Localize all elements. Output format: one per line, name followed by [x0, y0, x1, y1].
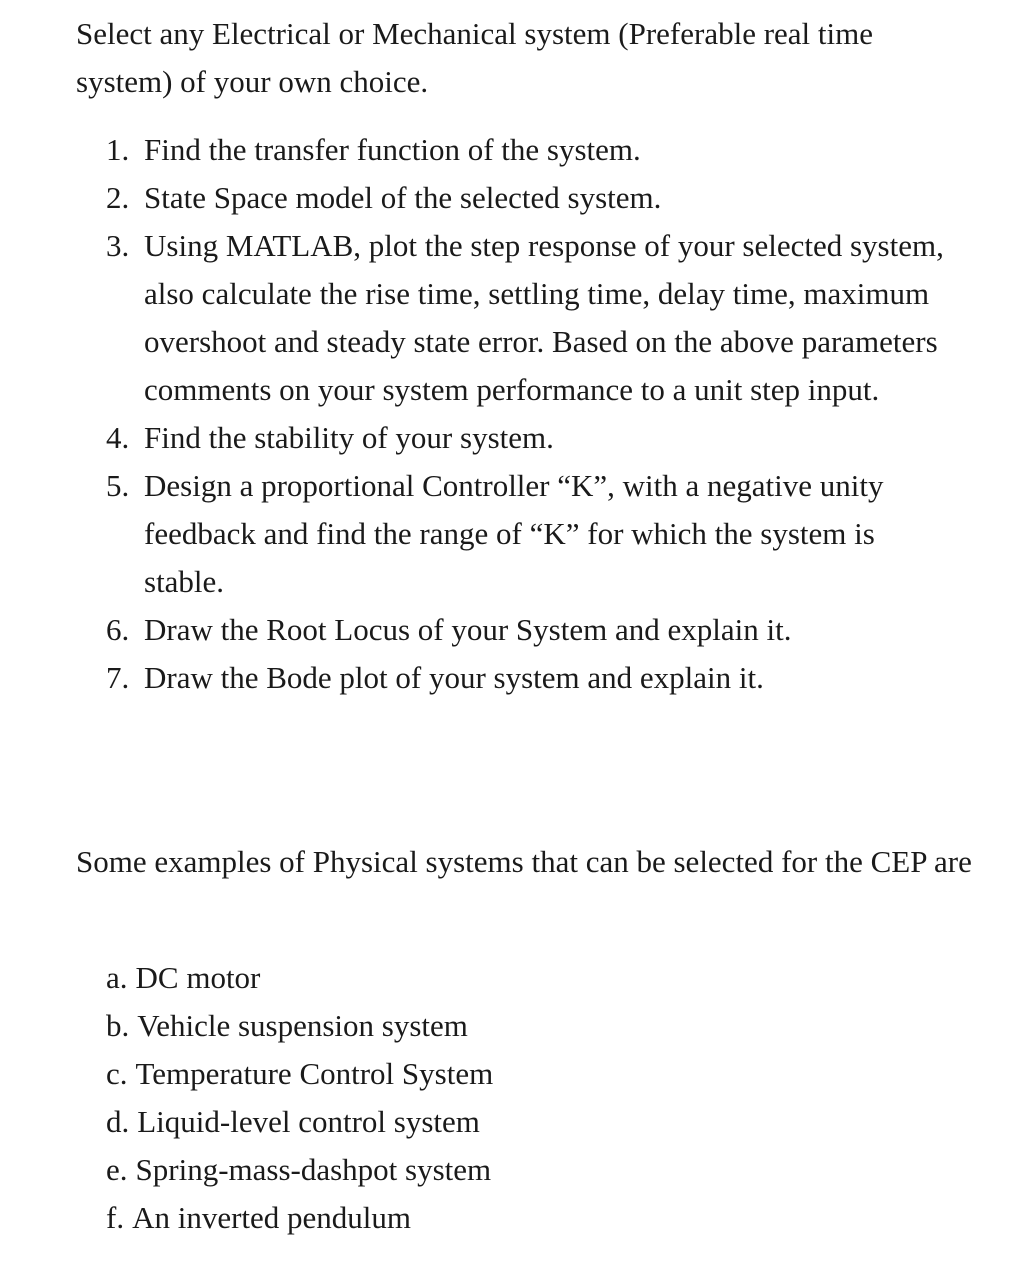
example-item-f — [106, 1194, 966, 1242]
example-item-b — [106, 1002, 966, 1050]
example-text: Vehicle suspension system — [137, 1008, 468, 1043]
task-number: 4. — [106, 420, 130, 455]
example-item-d — [106, 1098, 966, 1146]
task-item-1 — [106, 126, 966, 174]
example-item-e — [106, 1146, 966, 1194]
task-number: 3. — [106, 228, 130, 263]
intro-paragraph: Select any Electrical or Mechanical system (Preferable real time system) of your own choice. — [76, 16, 874, 99]
example-letter: c. — [106, 1056, 128, 1091]
example-text: DC motor — [135, 960, 261, 995]
example-text: An inverted pendulum — [132, 1200, 412, 1235]
task-item-3 — [106, 222, 966, 414]
task-item-7 — [106, 654, 966, 702]
task-number: 6. — [106, 612, 130, 647]
task-text: Design a proportional Controller “K”, with a negative unity feedback and find the range of “K” for which the system is stable. — [144, 468, 884, 599]
task-number: 1. — [106, 132, 130, 167]
task-text: Find the transfer function of the system. — [144, 132, 641, 167]
example-text: Liquid-level control system — [137, 1104, 480, 1139]
task-text: Draw the Bode plot of your system and explain it. — [144, 660, 764, 695]
examples-intro-paragraph: Some examples of Physical systems that can be selected for the CEP are — [76, 844, 972, 879]
example-text: Temperature Control System — [135, 1056, 494, 1091]
example-text: Spring-mass-dashpot system — [135, 1152, 492, 1187]
task-number: 5. — [106, 468, 130, 503]
example-letter: e. — [106, 1152, 128, 1187]
task-number: 2. — [106, 180, 130, 215]
example-letter: f. — [106, 1200, 125, 1235]
task-list — [106, 126, 966, 702]
task-text: Find the stability of your system. — [144, 420, 554, 455]
example-letter: d. — [106, 1104, 130, 1139]
task-item-2 — [106, 174, 966, 222]
example-item-c — [106, 1050, 966, 1098]
example-item-a — [106, 954, 966, 1002]
task-text: Draw the Root Locus of your System and explain it. — [144, 612, 792, 647]
task-number: 7. — [106, 660, 130, 695]
examples-list — [106, 954, 966, 1242]
task-item-5 — [106, 462, 966, 606]
example-letter: b. — [106, 1008, 130, 1043]
example-letter: a. — [106, 960, 128, 995]
task-item-6 — [106, 606, 966, 654]
task-item-4 — [106, 414, 966, 462]
task-text: Using MATLAB, plot the step response of your selected system, also calculate the rise time, settling time, delay time, maximum overshoot and steady state error. Based on the above parameters comments on your system performance to a unit step input. — [144, 228, 944, 407]
task-text: State Space model of the selected system. — [144, 180, 662, 215]
